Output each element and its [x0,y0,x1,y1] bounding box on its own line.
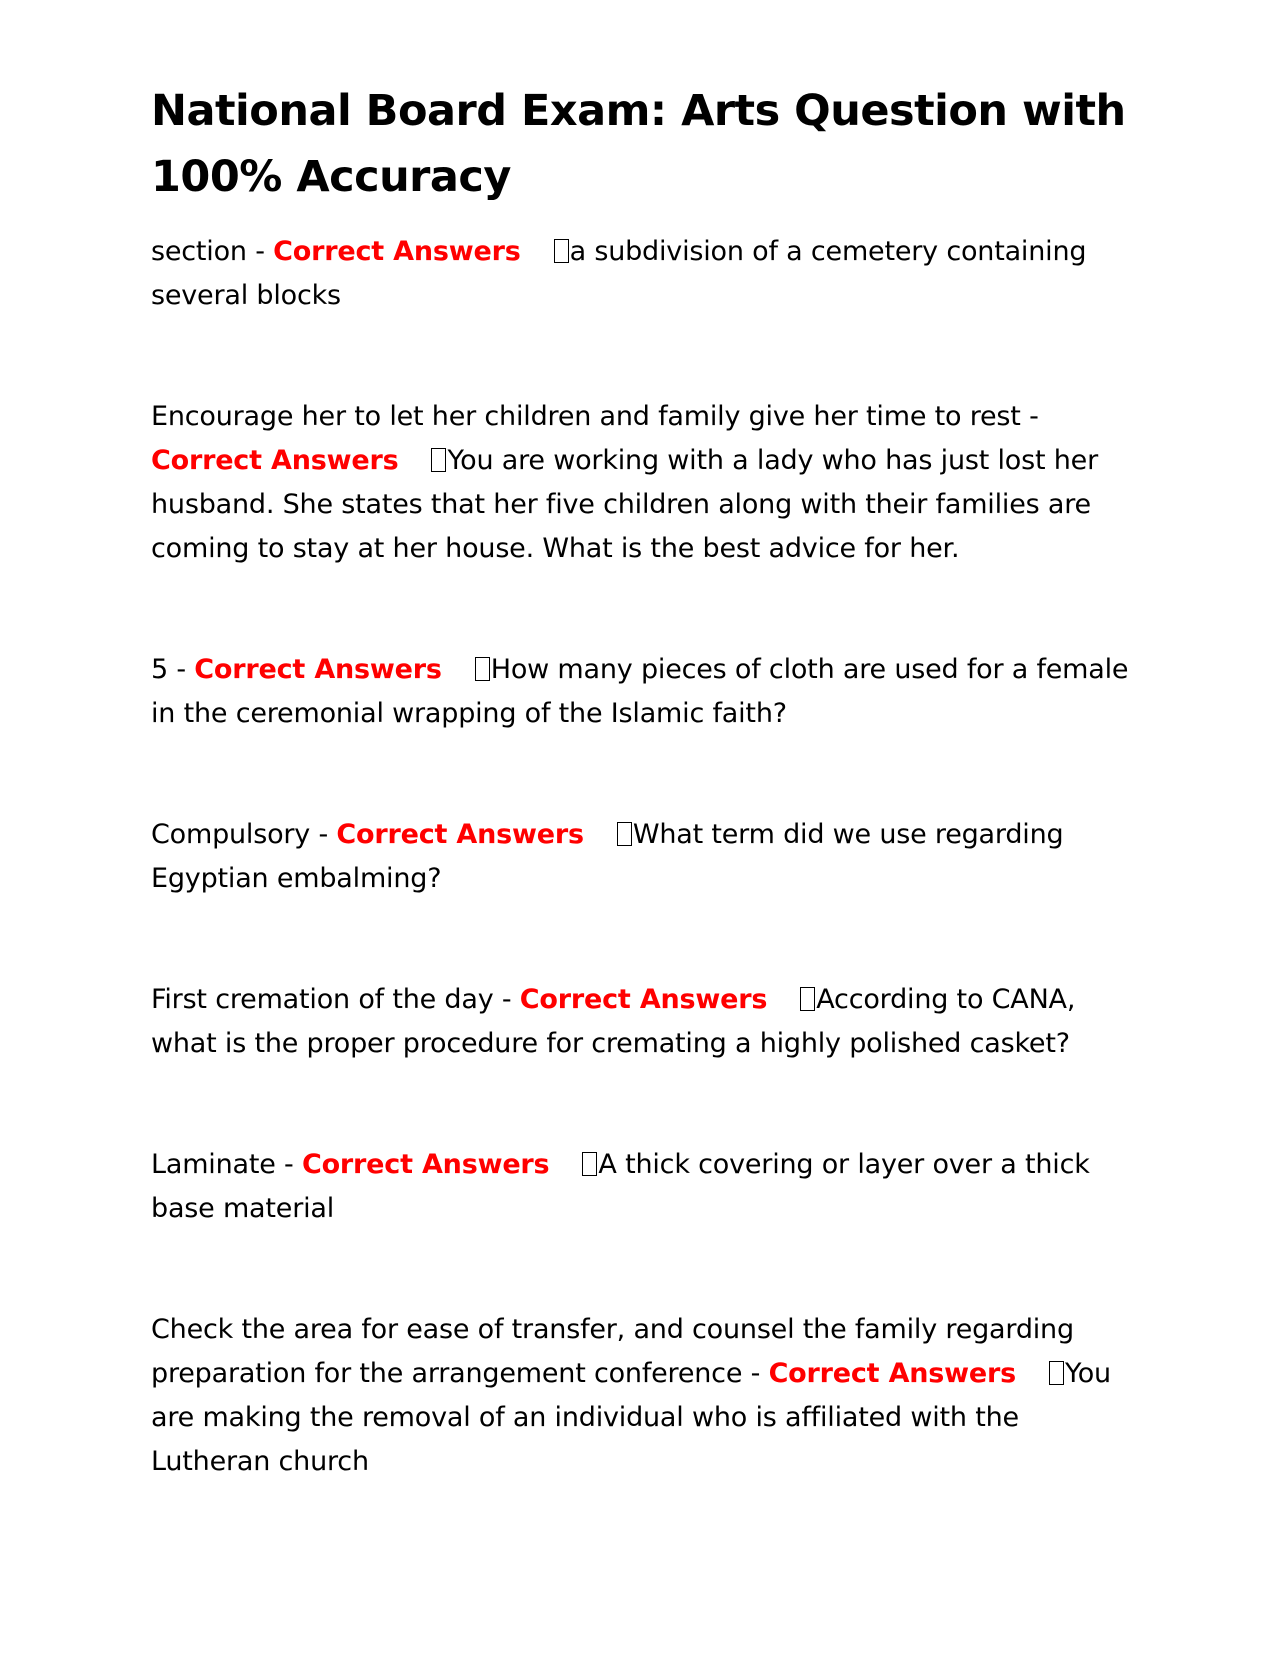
qa-item [151,395,1131,571]
answer-text: First cremation of the day [151,984,494,1015]
missing-glyph-icon [617,822,632,846]
question-text: A thick covering or layer over a thick base material [151,1149,1090,1224]
missing-glyph-icon [582,1152,597,1176]
correct-answers-tag: Correct Answers [768,1358,1017,1389]
separator: - [493,984,520,1015]
separator: - [246,236,274,267]
separator: - [275,1149,302,1180]
correct-answers-tag: Correct Answers [336,819,584,850]
qa-item [151,230,1131,318]
answer-text: section [151,236,247,267]
answer-text: Encourage her to let her children and family give her time to rest [151,401,1021,432]
correct-answers-tag: Correct Answers [519,984,768,1015]
qa-item [151,1308,1131,1484]
missing-glyph-icon [554,239,569,263]
document-page [151,78,1131,1484]
question-text: You are working with a lady who has just lost her husband. She states that her five children along with their families are coming to stay at her house. What is the best advice for her. [151,445,1098,564]
qa-item [151,813,1131,901]
answer-text: Laminate [151,1149,276,1180]
missing-glyph-icon [1049,1361,1064,1385]
separator: - [742,1358,769,1389]
correct-answers-tag: Correct Answers [151,445,399,476]
correct-answers-tag: Correct Answers [273,236,521,267]
answer-text: 5 [151,654,168,685]
answer-text: Check the area for ease of transfer, and counsel the family regarding preparation for the arrangement conference [151,1314,1074,1389]
separator: - [167,654,195,685]
correct-answers-tag: Correct Answers [301,1149,550,1180]
question-text: According to CANA, what is the proper procedure for cremating a highly polished casket? [151,984,1076,1059]
qa-item [151,648,1131,736]
qa-item [151,978,1131,1066]
answer-text: Compulsory [151,819,311,850]
question-text: You are making the removal of an individual who is affiliated with the Lutheran church [151,1358,1111,1477]
missing-glyph-icon [800,987,815,1011]
correct-answers-tag: Correct Answers [194,654,442,685]
question-text: What term did we use regarding Egyptian embalming? [151,819,1064,894]
document-title: National Board Exam: Arts Question with 100% Accuracy [151,86,1126,202]
question-text: How many pieces of cloth are used for a female in the ceremonial wrapping of the Islamic faith? [151,654,1129,729]
qa-item [151,1143,1131,1231]
separator: - [1020,401,1039,432]
missing-glyph-icon [475,657,490,681]
question-text: a subdivision of a cemetery containing several blocks [151,236,1087,311]
separator: - [310,819,337,850]
missing-glyph-icon [431,448,446,472]
